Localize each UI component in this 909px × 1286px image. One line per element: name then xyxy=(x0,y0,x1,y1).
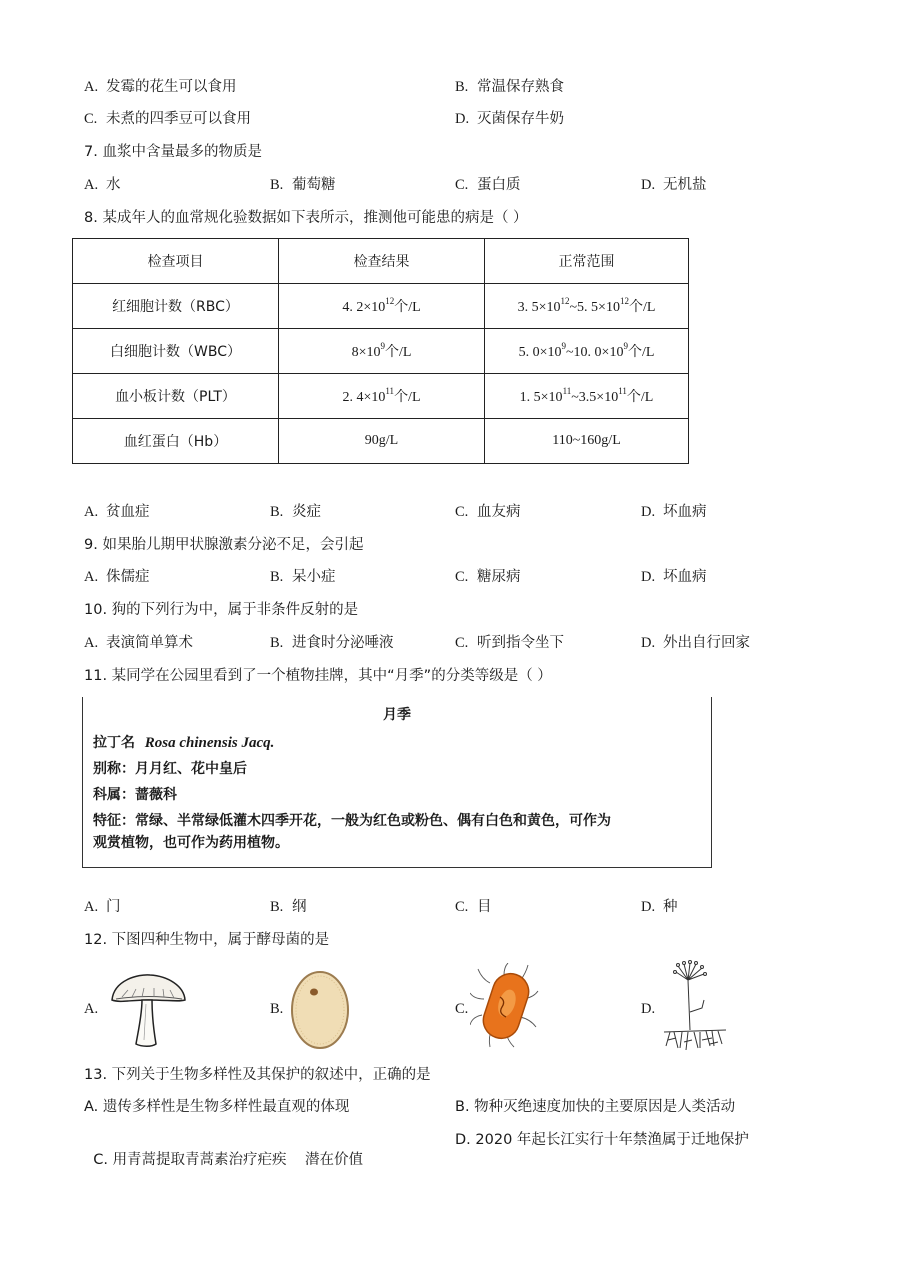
option-text: 无机盐 xyxy=(663,177,707,193)
q12-label-d[interactable]: D. xyxy=(641,1001,656,1017)
plaque-family: 科属：蔷薇科 xyxy=(93,787,177,803)
option-text: 侏儒症 xyxy=(106,569,150,585)
option-text: 水 xyxy=(106,177,121,193)
q7-option-a[interactable] xyxy=(84,175,121,195)
item-cell: 血红蛋白（Hb） xyxy=(73,419,279,464)
q10-stem: 10. 狗的下列行为中，属于非条件反射的是 xyxy=(84,602,359,618)
option-letter: A. xyxy=(84,1099,99,1115)
q6-option-d[interactable] xyxy=(455,109,564,129)
table-header-row xyxy=(73,239,689,284)
range-cell: 1. $5\times 10^{11}\sim 3.5\times 10^{11}$个/L xyxy=(485,374,689,419)
plaque-latin-line: 拉丁名 Rosa chinensis Jacq. xyxy=(93,735,275,751)
table-row xyxy=(73,329,689,374)
option-text: 表演简单算术 xyxy=(106,635,193,651)
q9-option-c[interactable] xyxy=(455,567,521,587)
plaque-title: 月季 xyxy=(383,707,411,723)
option-letter: B. xyxy=(270,899,284,915)
table-row xyxy=(73,374,689,419)
plaque-feature-1: 特征：常绿、半常绿低灌木四季开花，一般为红色或粉色、偶有白色和黄色，可作为 xyxy=(93,813,611,829)
option-letter: C. xyxy=(455,635,469,651)
option-letter: A. xyxy=(84,79,99,95)
mold-icon xyxy=(660,960,730,1052)
option-letter: B. xyxy=(270,635,284,651)
q8-option-d[interactable] xyxy=(641,502,707,522)
q10-option-b[interactable] xyxy=(270,633,394,653)
option-letter: C. xyxy=(84,111,98,127)
option-letter: A. xyxy=(84,899,99,915)
option-text: 种 xyxy=(663,899,678,915)
header-cell: 正常范围 xyxy=(485,239,689,284)
option-letter: D. xyxy=(641,635,656,651)
option-text: 听到指令坐下 xyxy=(477,635,564,651)
header-cell: 检查项目 xyxy=(73,239,279,284)
option-text: 坏血病 xyxy=(663,569,707,585)
q7-option-d[interactable] xyxy=(641,175,707,195)
plant-plaque xyxy=(82,697,712,868)
option-letter: A. xyxy=(84,635,99,651)
item-cell: 白细胞计数（WBC） xyxy=(73,329,279,374)
option-text: 常温保存熟食 xyxy=(477,79,564,95)
yeast-cell-icon xyxy=(288,968,352,1052)
q6-option-c[interactable] xyxy=(84,109,251,129)
option-letter: D. xyxy=(641,504,656,520)
table-row xyxy=(73,284,689,329)
option-text: 糖尿病 xyxy=(477,569,521,585)
bacterium-icon xyxy=(470,963,540,1053)
table-row xyxy=(73,419,689,464)
option-text: 目 xyxy=(477,899,492,915)
option-letter: B. xyxy=(455,79,469,95)
q11-option-d[interactable] xyxy=(641,897,678,917)
q8-stem: 8. 某成年人的血常规化验数据如下表所示，推测他可能患的病是（ ） xyxy=(84,210,528,226)
option-text: 纲 xyxy=(292,899,307,915)
q13-stem: 13. 下列关于生物多样性及其保护的叙述中，正确的是 xyxy=(84,1067,431,1083)
option-letter: C. xyxy=(93,1152,108,1168)
option-letter: B. xyxy=(270,504,284,520)
q12-label-c[interactable]: C. xyxy=(455,1001,469,1017)
q7-option-b[interactable] xyxy=(270,175,336,195)
option-letter: A. xyxy=(84,504,99,520)
q11-option-c[interactable] xyxy=(455,897,492,917)
plaque-feature-2: 观赏植物，也可作为药用植物。 xyxy=(93,835,289,851)
q8-option-b[interactable] xyxy=(270,502,321,522)
range-cell: 5. $0\times 10^9\sim 10$. $0\times 10^9$个/L xyxy=(485,329,689,374)
result-cell: 2. $4\times 10^{11}$个/L xyxy=(279,374,485,419)
q8-option-a[interactable] xyxy=(84,502,150,522)
option-letter: A. xyxy=(84,177,99,193)
q13-option-b[interactable] xyxy=(455,1097,735,1117)
option-text: 葡萄糖 xyxy=(292,177,336,193)
q12-stem: 12. 下图四种生物中，属于酵母菌的是 xyxy=(84,932,330,948)
option-text: 进食时分泌唾液 xyxy=(292,635,394,651)
option-letter: D. xyxy=(641,899,656,915)
option-text: 血友病 xyxy=(477,504,521,520)
option-letter: D. xyxy=(455,1132,471,1148)
q9-option-a[interactable] xyxy=(84,567,150,587)
option-letter: C. xyxy=(455,177,469,193)
q13-option-c[interactable] xyxy=(84,1130,363,1170)
option-text: 物种灭绝速度加快的主要原因是人类活动 xyxy=(474,1099,736,1115)
option-text: 门 xyxy=(106,899,121,915)
option-text: 炎症 xyxy=(292,504,321,520)
blood-test-table xyxy=(72,238,689,464)
option-text: 外出自行回家 xyxy=(663,635,750,651)
option-text: 未煮的四季豆可以食用 xyxy=(106,111,251,127)
option-letter: C. xyxy=(455,504,469,520)
q7-option-c[interactable] xyxy=(455,175,521,195)
option-text: 遗传多样性是生物多样性最直观的体现 xyxy=(102,1099,350,1115)
header-cell: 检查结果 xyxy=(279,239,485,284)
option-letter: C. xyxy=(455,569,469,585)
option-letter: D. xyxy=(641,177,656,193)
q12-label-a[interactable]: A. xyxy=(84,1001,99,1017)
q10-option-d[interactable] xyxy=(641,633,750,653)
plaque-alias: 别称：月月红、花中皇后 xyxy=(93,761,247,777)
option-letter: B. xyxy=(270,569,284,585)
q6-option-b[interactable] xyxy=(455,77,564,97)
option-letter: D. xyxy=(455,111,470,127)
result-cell: $8\times 10^9$个/L xyxy=(279,329,485,374)
option-text: 用青蒿提取青蒿素治疗疟疾 潜在价值 xyxy=(112,1152,363,1168)
option-text: 贫血症 xyxy=(106,504,150,520)
q11-option-b[interactable] xyxy=(270,897,307,917)
latin-name: Rosa chinensis Jacq. xyxy=(144,735,275,751)
option-text: 发霉的花生可以食用 xyxy=(106,79,237,95)
q10-option-a[interactable] xyxy=(84,633,193,653)
option-letter: A. xyxy=(84,569,99,585)
option-text: 坏血病 xyxy=(663,504,707,520)
option-text: 灭菌保存牛奶 xyxy=(477,111,564,127)
option-letter: D. xyxy=(641,569,656,585)
q9-option-d[interactable] xyxy=(641,567,707,587)
item-cell: 血小板计数（PLT） xyxy=(73,374,279,419)
q6-option-a[interactable] xyxy=(84,77,237,97)
option-text: 2020 年起长江实行十年禁渔属于迁地保护 xyxy=(475,1132,749,1148)
item-cell: 红细胞计数（RBC） xyxy=(73,284,279,329)
range-cell: 110~160g/L xyxy=(485,419,689,464)
option-letter: C. xyxy=(455,899,469,915)
q11-stem: 11. 某同学在公园里看到了一个植物挂牌，其中“月季”的分类等级是（ ） xyxy=(84,668,552,684)
option-letter: B. xyxy=(270,177,284,193)
q8-option-c[interactable] xyxy=(455,502,521,522)
option-text: 呆小症 xyxy=(292,569,336,585)
q10-option-c[interactable] xyxy=(455,633,564,653)
q9-option-b[interactable] xyxy=(270,567,336,587)
q7-stem: 7. 血浆中含量最多的物质是 xyxy=(84,144,262,160)
q13-option-a[interactable] xyxy=(84,1097,349,1117)
mushroom-icon xyxy=(108,970,188,1050)
option-letter: B. xyxy=(455,1099,470,1115)
q12-label-b[interactable]: B. xyxy=(270,1001,284,1017)
q9-stem: 9. 如果胎儿期甲状腺激素分泌不足，会引起 xyxy=(84,537,364,553)
option-text: 蛋白质 xyxy=(477,177,521,193)
q13-option-d[interactable] xyxy=(455,1130,749,1150)
q11-option-a[interactable] xyxy=(84,897,121,917)
result-cell: 90g/L xyxy=(279,419,485,464)
result-cell: 4. $2\times 10^{12}$个/L xyxy=(279,284,485,329)
range-cell: 3. $5\times 10^{12}\sim 5$. $5\times 10^{12}$个/L xyxy=(485,284,689,329)
